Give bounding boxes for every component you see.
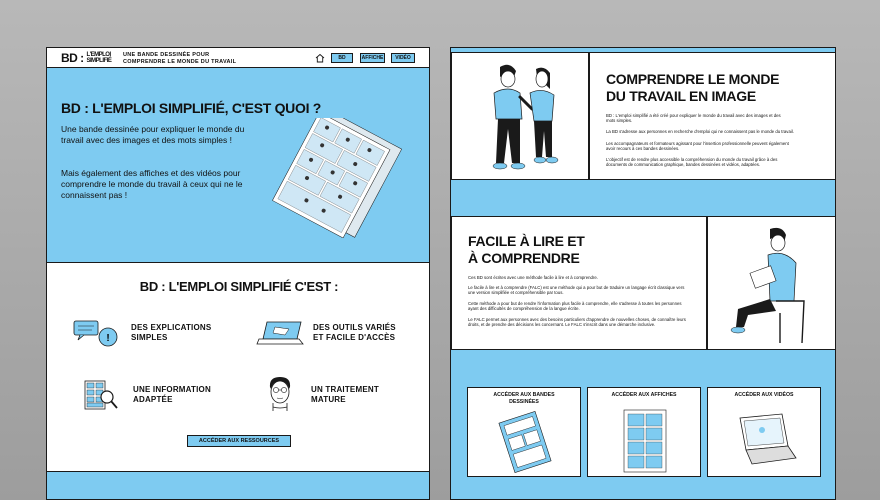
access-comics-label: ACCÉDER AUX BANDES DESSINÉES [493,392,555,405]
site-tagline: UNE BANDE DESSINÉE POUR COMPRENDRE LE MONDE DU TRAVAIL [123,52,237,65]
logo-sub1: L'EMPLOI [86,52,111,58]
nav-affiche-button[interactable]: AFFICHE [361,55,384,61]
poster-thumbnail [622,408,668,474]
about-text-1b: La BD s'adresse aux personnes en recherche d'emploi qui ne connaissent pas le monde du travail. [606,129,794,134]
feature-varied-tools: DES OUTILS VARIÉS ET FACILE D'ACCÈS [313,323,396,342]
feature-mature-treatment: UN TRAITEMENT MATURE [311,385,379,404]
access-posters-label: ACCÉDER AUX AFFICHES [611,392,677,398]
document-search-icon [83,379,121,413]
comic-pages-illustration [261,118,421,238]
two-people-talking-illustration [472,59,572,175]
about-text-2d: Le FALC permet aux personnes avec des besoins particuliers d'apprendre de nouvelles choses, de connaître leurs droits, et de prendre des décisions les concernant. Le FALC s'inscrit dans une démarche inclusive. [468,317,686,328]
hero-title: BD : L'EMPLOI SIMPLIFIÉ, C'EST QUOI ? [61,100,322,116]
person-reading-illustration [718,223,828,347]
illustration-card-conversation [451,52,589,180]
logo-sub2: SIMPLIFIÉ [86,58,112,64]
feature-adapted-info: UNE INFORMATION ADAPTÉE [133,385,211,404]
site-logo[interactable] [61,51,111,65]
about-text-1d: L'objectif est de rendre plus accessible la compréhension du monde du travail grâce à des documents de communication graphique, bandes dessinées et vidéos, adaptées. [606,157,778,168]
site-header [47,48,430,68]
features-section [47,262,430,472]
feature-simple-explanations: DES EXPLICATIONS SIMPLES [131,323,212,342]
features-title: BD : L'EMPLOI SIMPLIFIÉ C'EST : [139,279,339,294]
about-text-1a: BD : L'emploi simplifié a été créé pour expliquer le monde du travail avec des images et des mots simples. [606,113,781,124]
person-face-icon [265,375,295,413]
logo-main: BD : [61,51,84,65]
about-title-2: FACILE À LIRE ET À COMPRENDRE [468,233,585,266]
landing-page-mockup [46,47,430,500]
hero-paragraph-2: Mais également des affiches et des vidéos pour comprendre le monde du travail à ceux qui ne le connaissent pas ! [61,168,243,200]
access-comics-card[interactable] [467,387,581,477]
access-videos-card[interactable] [707,387,821,477]
comic-book-thumbnail [488,410,562,474]
about-text-2a: Ces BD sont écrites avec une méthode facile à lire et à comprendre. [468,275,598,280]
hero-paragraph-1: Une bande dessinée pour expliquer le monde du travail avec des images et des mots simples ! [61,124,245,145]
laptop-video-thumbnail [732,410,800,472]
illustration-card-reading [707,216,836,350]
about-title-1: COMPRENDRE LE MONDE DU TRAVAIL EN IMAGE [606,71,780,104]
about-text-2c: Cette méthode a pour but de rendre l'information plus facile à comprendre, elle s'adresse à toutes les personnes ayant des difficultés de compréhension de la langue écrite. [468,301,682,312]
nav-video-button[interactable]: VIDÉO [391,53,415,63]
about-text-2b: Le facile à lire et à comprendre (FALC) est une méthode qui a pour but de traduire un langage écrit classique vers une version simplifiée et compréhensible par tous. [468,285,685,296]
access-videos-label: ACCÉDER AUX VIDÉOS [734,392,794,398]
home-icon[interactable] [315,53,325,63]
about-card-2 [451,216,707,350]
about-page-mockup [450,47,836,500]
speech-bubbles-icon [72,319,120,349]
about-card-1 [589,52,836,180]
laptop-icon [255,319,307,349]
access-posters-card[interactable] [587,387,701,477]
about-text-1c: Les accompagnateurs et formateurs agissant pour l'insertion professionnelle peuvent également avoir recours à ces bandes dessinées. [606,141,789,152]
access-resources-button[interactable]: ACCÉDER AUX RESSOURCES [187,435,291,447]
nav-bd-button[interactable]: BD [331,53,353,63]
svg-text:!: ! [106,333,110,344]
